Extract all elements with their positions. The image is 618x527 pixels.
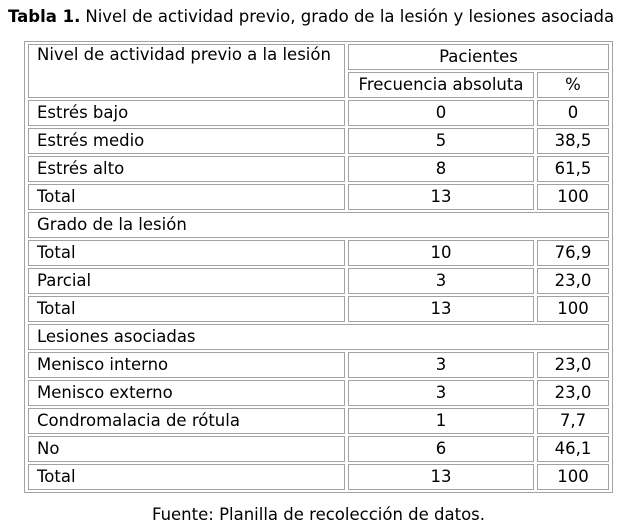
row-label: Estrés alto [28,156,345,182]
data-table [24,41,613,493]
percent-cell: 100 [537,464,609,490]
row-label: No [28,436,345,462]
table-row [28,240,609,266]
section-header: Lesiones asociadas [28,324,609,350]
table-row [28,128,609,154]
table-row [28,464,609,490]
table-row [28,296,609,322]
row-label: Condromalacia de rótula [28,408,345,434]
table-caption [8,7,618,27]
caption-label: Tabla 1. [8,7,81,26]
frequency-cell: 13 [348,296,534,322]
row-label: Menisco externo [28,380,345,406]
frequency-cell: 10 [348,240,534,266]
percent-cell: 76,9 [537,240,609,266]
percent-cell: 38,5 [537,128,609,154]
row-label: Menisco interno [28,352,345,378]
row-label: Total [28,464,345,490]
percent-cell: 23,0 [537,352,609,378]
frequency-cell: 13 [348,464,534,490]
frequency-column-header: Frecuencia absoluta [348,72,534,98]
patients-group-header: Pacientes [348,44,609,70]
table-row [28,352,609,378]
table-row [28,184,609,210]
frequency-cell: 1 [348,408,534,434]
section-row [28,324,609,350]
row-label: Total [28,296,345,322]
row-label: Total [28,240,345,266]
table-row [28,380,609,406]
caption-text: Nivel de actividad previo, grado de la lesión y lesiones asociada [85,7,615,26]
table-row [28,436,609,462]
frequency-cell: 3 [348,268,534,294]
table-row [28,268,609,294]
row-label: Estrés bajo [28,100,345,126]
label-column-header: Nivel de actividad previo a la lesión [28,44,345,98]
percent-cell: 23,0 [537,380,609,406]
row-label: Estrés medio [28,128,345,154]
row-label: Total [28,184,345,210]
section-row [28,212,609,238]
frequency-cell: 8 [348,156,534,182]
frequency-cell: 3 [348,380,534,406]
frequency-cell: 3 [348,352,534,378]
percent-cell: 61,5 [537,156,609,182]
frequency-cell: 13 [348,184,534,210]
percent-cell: 7,7 [537,408,609,434]
table-row [28,156,609,182]
percent-cell: 100 [537,296,609,322]
frequency-cell: 5 [348,128,534,154]
percent-cell: 23,0 [537,268,609,294]
percent-cell: 100 [537,184,609,210]
section-header: Grado de la lesión [28,212,609,238]
header-row [28,44,609,70]
table-source-note: Fuente: Planilla de recolección de datos. [151,505,486,524]
percent-cell: 46,1 [537,436,609,462]
frequency-cell: 0 [348,100,534,126]
table-row [28,408,609,434]
row-label: Parcial [28,268,345,294]
percent-column-header: % [537,72,609,98]
percent-cell: 0 [537,100,609,126]
frequency-cell: 6 [348,436,534,462]
table-row [28,100,609,126]
